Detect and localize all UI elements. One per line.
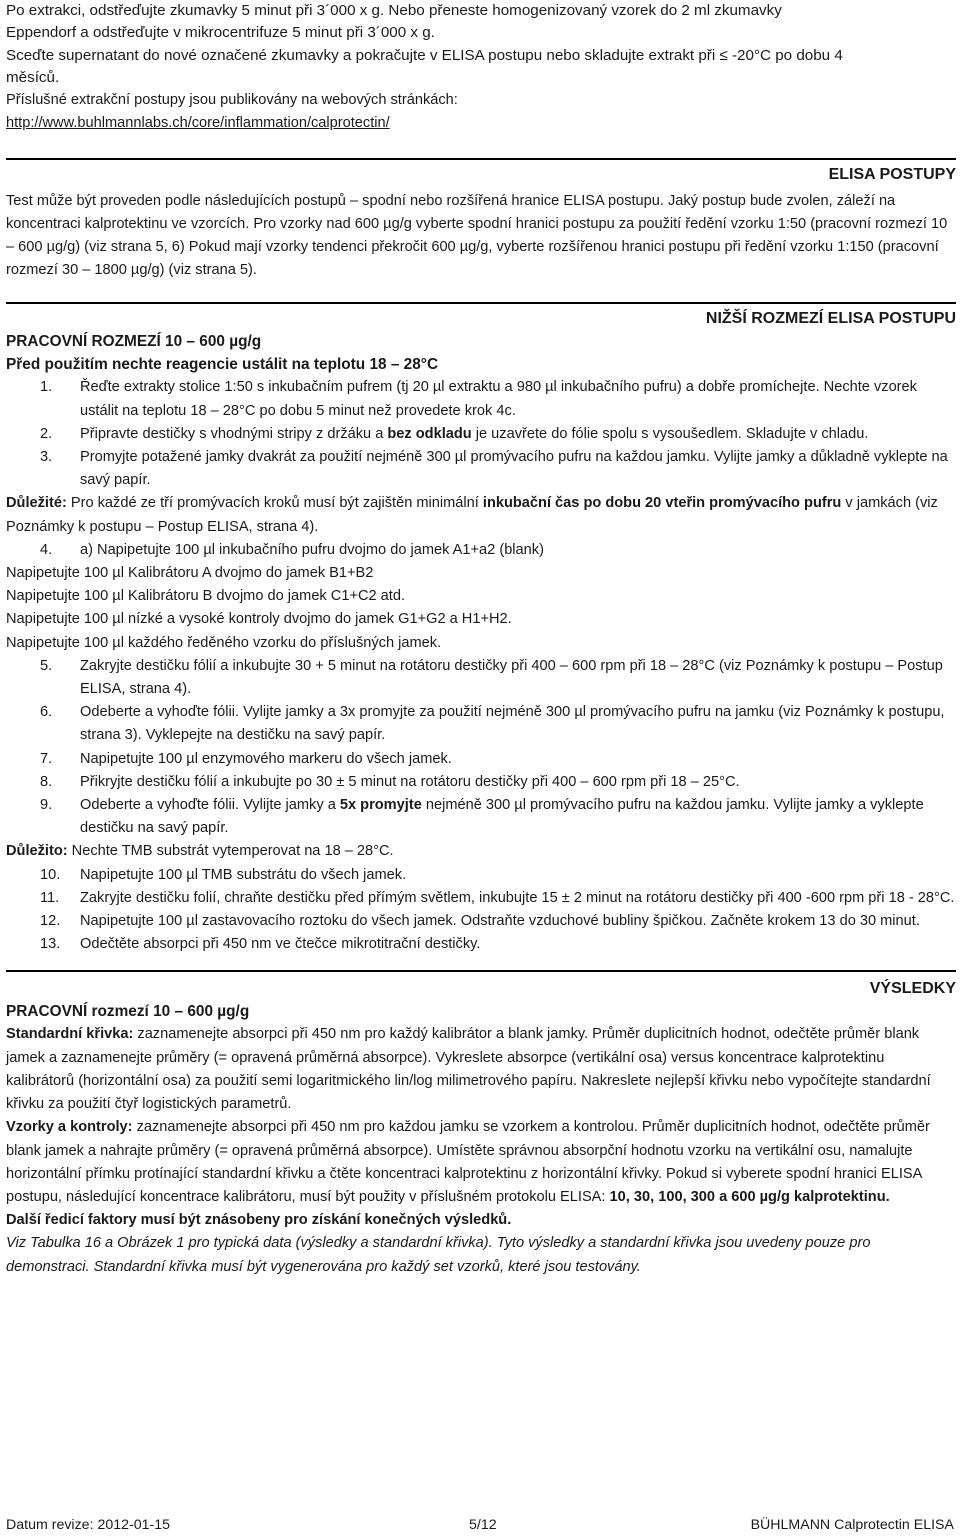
step-text: Zakryjte destičku folií, chraňte destičku před přímým světlem, inkubujte 15 ± 2 minut na rotátoru destičky při 400 -600 rpm při 18 - 28°C. — [80, 889, 955, 906]
step-text: Odečtěte absorpci při 450 nm ve čtečce mikrotitrační destičky. — [80, 936, 481, 953]
step-number: 1. — [40, 379, 53, 396]
step-10 — [6, 864, 956, 887]
step-4-line-e: Napipetujte 100 µl každého ředěného vzorku do příslušných jamek. — [6, 634, 442, 651]
step-text: Promyjte potažené jamky dvakrát za použití nejméně 300 µl promývacího pufru na každou jamku. Vylijte jamky a důkladně vyklepte na savý papír. — [80, 449, 948, 489]
step-text: nejméně 300 µl promývacího pufru na každou jamku. Vylijte jamky a vyklepte destičku na savý papír. — [80, 797, 924, 837]
lower-range-title: NIŽŠÍ ROZMEZÍ ELISA POSTUPU — [705, 310, 956, 328]
standard-curve-paragraph — [6, 1023, 956, 1116]
step-text: Napipetujte 100 µl zastavovacího roztoku do všech jamek. Odstraňte vzduchové bubliny špičkou. Začněte krokem 13 do 30 minut. — [80, 913, 920, 930]
step-number: 2. — [40, 425, 53, 442]
samples-controls-paragraph — [6, 1116, 956, 1209]
page-number: 5/12 — [469, 1517, 497, 1533]
elisa-section-title: ELISA POSTUPY — [828, 165, 956, 183]
intro-line-5: Příslušné extrakční postupy jsou publikovány na webových stránkách: — [6, 92, 458, 109]
step-number: 13. — [40, 936, 61, 953]
paragraph-text: zaznamenejte absorpci při 450 nm pro každou jamku se vzorkem a kontrolou. Průměr duplicitních hodnot, odečtěte průměr blank jamek a nahrajte průměry (= opravená průměrná absorpce). Umístěte správnou absorpční hodnotu vzorku na vertikální osu, namalujte horizontální přímku protínající standardní křivku a čtěte koncentraci kalprotektinu z horizontální křivky. Pokud si vyberete spodní hranici ELISA postupu, následující koncentrace kalibrátoru, musí být použity v příslušném protokolu ELISA: — [6, 1119, 930, 1205]
step-text: je uzavřete do fólie spolu s vysoušedlem. Skladujte v chladu. — [471, 425, 869, 442]
step-4-line-d: Napipetujte 100 µl nízké a vysoké kontroly dvojmo do jamek G1+G2 a H1+H2. — [6, 611, 512, 628]
important-note-tmb — [6, 840, 956, 863]
step-number: 5. — [40, 657, 53, 674]
working-range-heading: PRACOVNÍ ROZMEZÍ 10 – 600 µg/g — [6, 333, 262, 351]
step-3 — [6, 446, 956, 492]
important-label: Důležito: — [6, 843, 68, 860]
step-9 — [6, 794, 956, 840]
step-text: Připravte destičky s vhodnými stripy z držáku a — [80, 425, 388, 442]
step-text: Řeďte extrakty stolice 1:50 s inkubačním pufrem (tj 20 µl extraktu a 980 µl inkubačního pufru) a dobře promíchejte. Nechte vzorek ustálit na teplotu 18 – 28°C po dobu 5 minut než provedete krok 4c. — [80, 379, 917, 419]
step-number: 10. — [40, 866, 61, 883]
step-text: Napipetujte 100 µl TMB substrátu do všech jamek. — [80, 866, 407, 883]
step-6 — [6, 701, 956, 747]
note-text: Pro každé ze tří promývacích kroků musí být zajištěn minimální — [66, 495, 483, 512]
step-1 — [6, 376, 956, 422]
results-range-heading: PRACOVNÍ rozmezí 10 – 600 µg/g — [6, 1003, 250, 1021]
step-emphasis: bez odkladu — [387, 425, 472, 442]
product-name: BÜHLMANN Calprotectin ELISA — [750, 1517, 954, 1533]
document-page — [6, 0, 956, 1279]
intro-line-1: Po extrakci, odstřeďujte zkumavky 5 minut při 3´000 x g. Nebo přeneste homogenizovaný vzorek do 2 ml zkumavky — [6, 2, 782, 19]
step-text: a) Napipetujte 100 µl inkubačního pufru dvojmo do jamek A1+a2 (blank) — [80, 541, 544, 558]
step-11 — [6, 887, 956, 910]
step-text: Napipetujte 100 µl enzymového markeru do všech jamek. — [80, 750, 452, 767]
divider-results — [6, 970, 956, 972]
procedure-steps — [6, 376, 956, 956]
step-4 — [6, 539, 956, 562]
note-text: Nechte TMB substrát vytemperovat na 18 – 28°C. — [67, 843, 394, 860]
dilution-factors-note: Další ředicí faktory musí být znásobeny pro získání konečných výsledků. — [6, 1212, 512, 1229]
important-note-wash — [6, 492, 956, 538]
step-2 — [6, 423, 956, 446]
step-number: 9. — [40, 797, 53, 814]
step-text: Odeberte a vyhoďte fólii. Vylijte jamky a — [80, 797, 340, 814]
step-emphasis: 5x promyjte — [339, 797, 422, 814]
intro-section — [6, 0, 956, 136]
step-number: 8. — [40, 773, 53, 790]
intro-line-2: Eppendorf a odstřeďujte v mikrocentrifuze 5 minut při 3´000 x g. — [6, 24, 435, 42]
samples-controls-label: Vzorky a kontroly: — [6, 1119, 133, 1136]
important-label: Důležité: — [6, 495, 67, 512]
step-number: 12. — [40, 913, 61, 930]
step-text: Zakryjte destičku fólií a inkubujte 30 + 5 minut na rotátoru destičky při 400 – 600 rpm při 18 – 28°C (viz Poznámky k postupu – Postup ELISA, strana 4). — [80, 657, 943, 698]
demonstration-note: Viz Tabulka 16 a Obrázek 1 pro typická data (výsledky a standardní křivka). Tyto výsledky a standardní křivka jsou uvedeny pouze pro demonstraci. Standardní křivka musí být vygenerována pro každý set vzorků, které jsou testovány. — [6, 1235, 871, 1275]
step-number: 6. — [40, 704, 53, 721]
divider-elisa — [6, 158, 956, 160]
step-text: Odeberte a vyhoďte fólii. Vylijte jamky a 3x promyjte za použití nejméně 300 µl promývacího pufru na jamku (viz Poznámky k postupu, strana 3). Vyklepejte na destičku na savý papír. — [80, 704, 945, 744]
step-5 — [6, 655, 956, 701]
step-12 — [6, 910, 956, 933]
equilibrate-heading: Před použitím nechte reagencie ustálit na teplotu 18 – 28°C — [6, 356, 439, 374]
step-number: 3. — [40, 449, 53, 466]
step-8 — [6, 771, 956, 794]
step-number: 11. — [40, 889, 60, 906]
divider-lower-range — [6, 302, 956, 304]
step-4-line-b: Napipetujte 100 µl Kalibrátoru A dvojmo do jamek B1+B2 — [6, 565, 374, 582]
calibrator-concentrations: 10, 30, 100, 300 a 600 µg/g kalprotektinu. — [609, 1188, 890, 1205]
intro-line-3: Sceďte supernatant do nové označené zkumavky a pokračujte v ELISA postupu nebo skladujte extrakt při ≤ -20°C po dobu 4 — [6, 46, 843, 64]
elisa-paragraph: Test může být proveden podle následujících postupů – spodní nebo rozšířená hranice ELISA postupu. Jaký postup bude zvolen, záleží na koncentraci kalprotektinu ve vzorcích. Pro vzorky nad 600 µg/g vyberte spodní hranici postupu za použití ředění vzorku 1:50 (pracovní rozmezí 10 – 600 µg/g) (viz strana 5, 6) Pokud mají vzorky tendenci překročit 600 µg/g, vyberte rozšířenou hranici postupu při ředění vzorku 1:150 (pracovní rozmezí 30 – 1800 µg/g) (viz strana 5). — [6, 192, 948, 279]
revision-date: Datum revize: 2012-01-15 — [6, 1517, 171, 1533]
intro-line-4: měsíců. — [6, 68, 60, 86]
step-7 — [6, 748, 956, 771]
note-emphasis: inkubační čas po dobu 20 vteřin promývacího pufru — [482, 495, 842, 512]
step-number: 4. — [40, 541, 53, 558]
standard-curve-label: Standardní křivka: — [6, 1026, 134, 1043]
calprotectin-link[interactable]: http://www.buhlmannlabs.ch/core/inflammation/calprotectin/ — [6, 115, 390, 132]
step-text: Přikryjte destičku fólií a inkubujte po 30 ± 5 minut na rotátoru destičky při 400 – 600 rpm při 18 – 25°C. — [80, 773, 740, 790]
paragraph-text: zaznamenejte absorpci při 450 nm pro každý kalibrátor a blank jamky. Průměr duplicitních hodnot, odečtěte průměr blank jamek a zaznamenejte průměry (= opravená průměrná absorpce). Vykreslete absorpce (vertikální osa) versus koncentrace kalprotektinu kalibrátorů (horizontální osa) za použití semi logaritmického lin/log milimetrového papíru. Nakreslete nejlepší křivku nebo vypočítejte standardní křivku za použití čtyř logistických parametrů. — [6, 1026, 931, 1113]
step-number: 7. — [40, 750, 53, 767]
step-13 — [6, 933, 956, 956]
results-title: VÝSLEDKY — [869, 980, 956, 998]
step-4-line-c: Napipetujte 100 µl Kalibrátoru B dvojmo do jamek C1+C2 atd. — [6, 588, 406, 605]
note-text: v jamkách (viz Poznámky k postupu – Postup ELISA, strana 4). — [6, 495, 938, 535]
